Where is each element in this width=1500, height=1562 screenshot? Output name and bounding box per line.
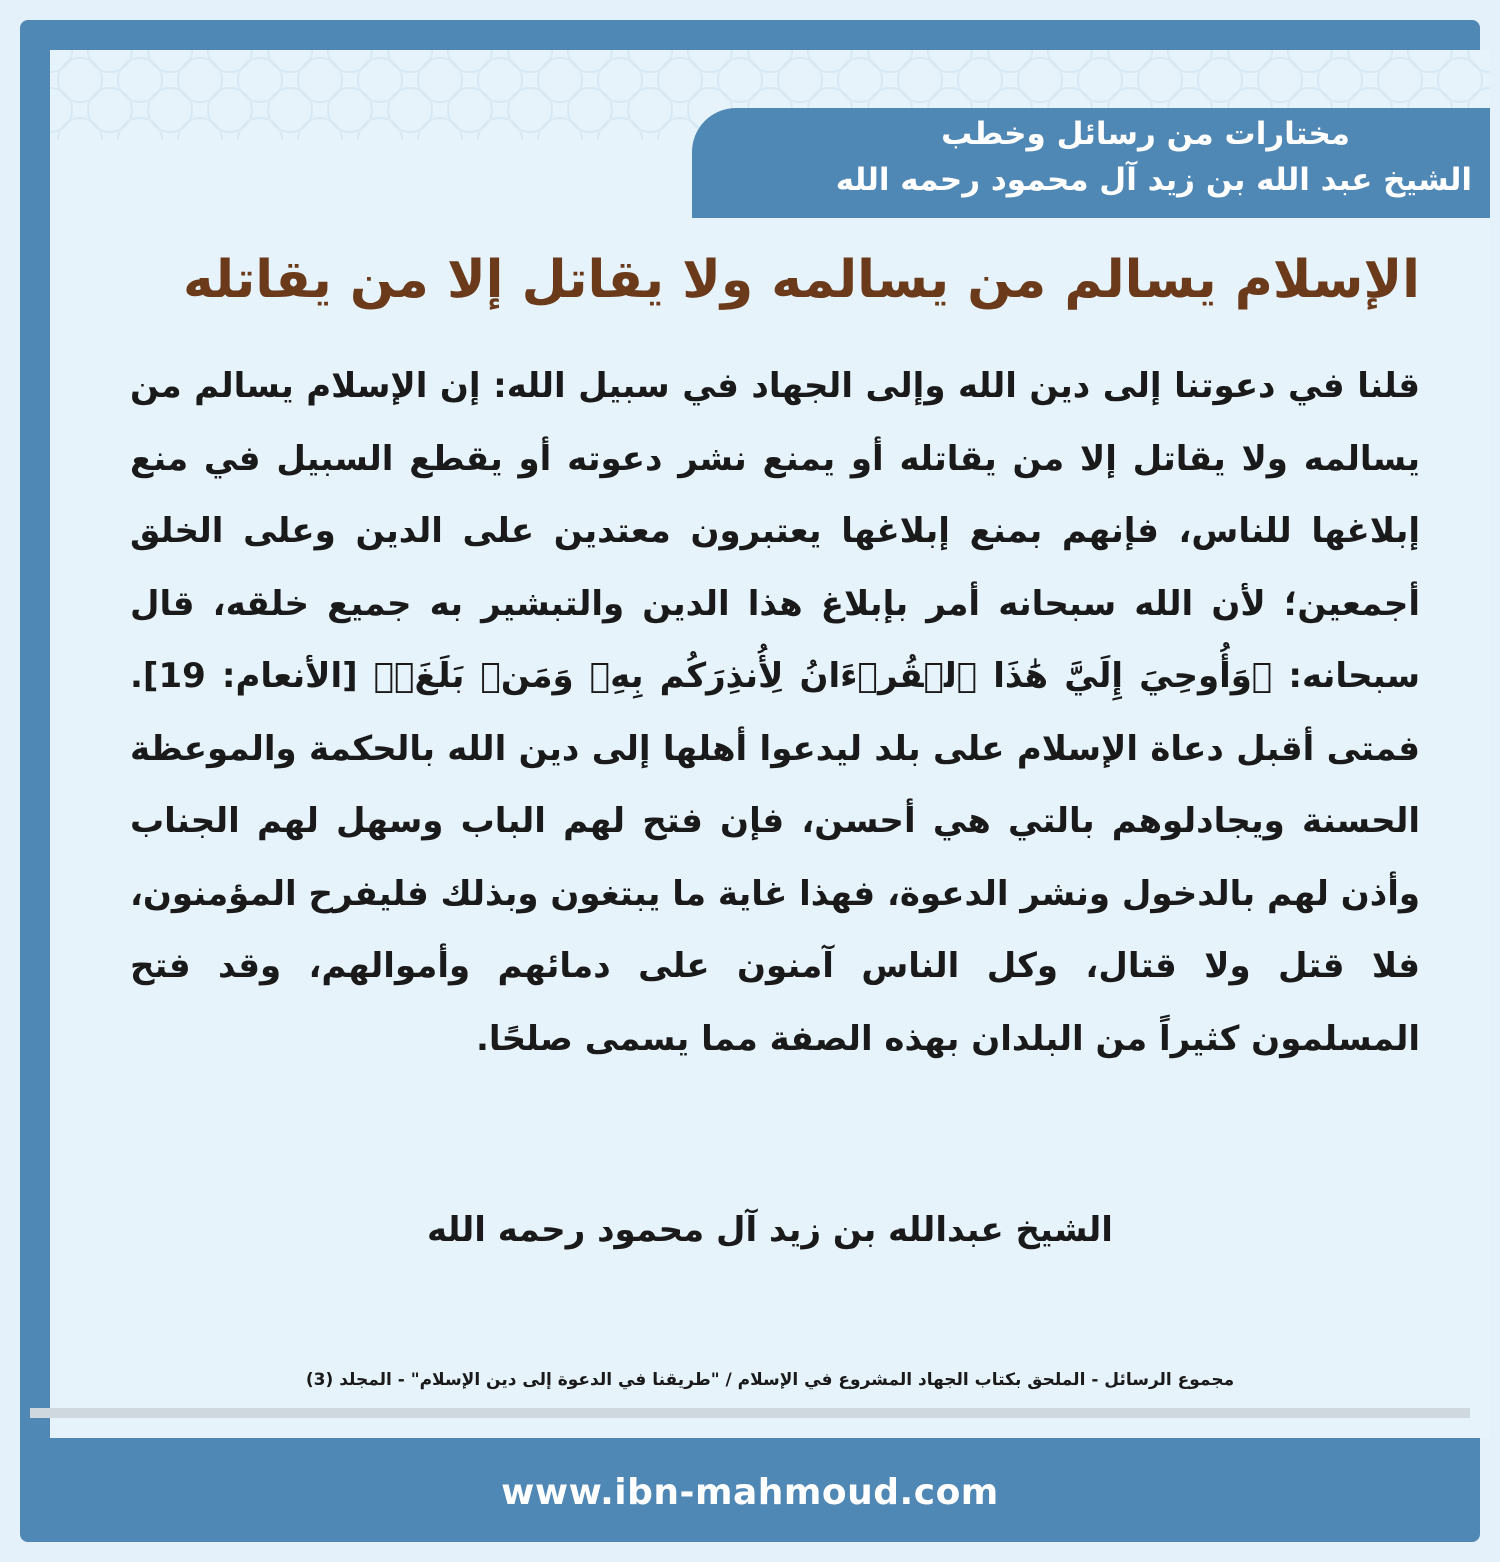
author-signature: الشيخ عبدالله بن زيد آل محمود رحمه الله — [427, 1210, 1113, 1250]
card-frame — [20, 20, 1480, 1542]
header-subtitle: مختارات من رسائل وخطب — [941, 116, 1350, 152]
header-author: الشيخ عبد الله بن زيد آل محمود رحمه الله — [835, 162, 1472, 198]
source-reference: مجموع الرسائل - الملحق بكتاب الجهاد المشروع في الإسلام / "طريقنا في الدعوة إلى دين الإسلام" - المجلد (3) — [305, 1370, 1235, 1390]
page-title: الإسلام يسالم من يسالمه ولا يقاتل إلا من يقاتله — [182, 250, 1420, 310]
article-body: قلنا في دعوتنا إلى دين الله وإلى الجهاد في سبيل الله: إن الإسلام يسالم من يسالمه ولا يقاتل إلا من يقاتله أو يمنع نشر دعوته أو يقطع السبيل في منع إبلاغها للناس، فإنهم بمنع إبلاغها يعتبرون معتدين على الدين وعلى الخلق أجمعين؛ لأن الله سبحانه أمر بإبلاغ هذا الدين والتبشير به جميع خلقه، قال سبحانه: ﴿وَأُوحِيَ إِلَيَّ هَٰذَا ٱلۡقُرۡءَانُ لِأُنذِرَكُم بِهِۦ وَمَنۢ بَلَغَۚ﴾ [الأنعام: 19]. فمتى أقبل دعاة الإسلام على بلد ليدعوا أهلها إلى دين الله بالحكمة والموعظة الحسنة ويجادلوهم بالتي هي أحسن، فإن فتح لهم الباب وسهل لهم الجناب وأذن لهم بالدخول ونشر الدعوة، فهذا غاية ما يبتغون وبذلك فليفرح المؤمنون، فلا قتل ولا قتال، وكل الناس آمنون على دمائهم وأموالهم، وقد فتح المسلمون كثيراً من البلدان بهذه الصفة مما يسمى صلحًا. — [130, 366, 1420, 1059]
content-panel — [50, 50, 1490, 1438]
website-link[interactable]: www.ibn-mahmoud.com — [501, 1472, 999, 1513]
header-banner — [692, 108, 1490, 218]
footer-divider — [30, 1408, 1470, 1418]
